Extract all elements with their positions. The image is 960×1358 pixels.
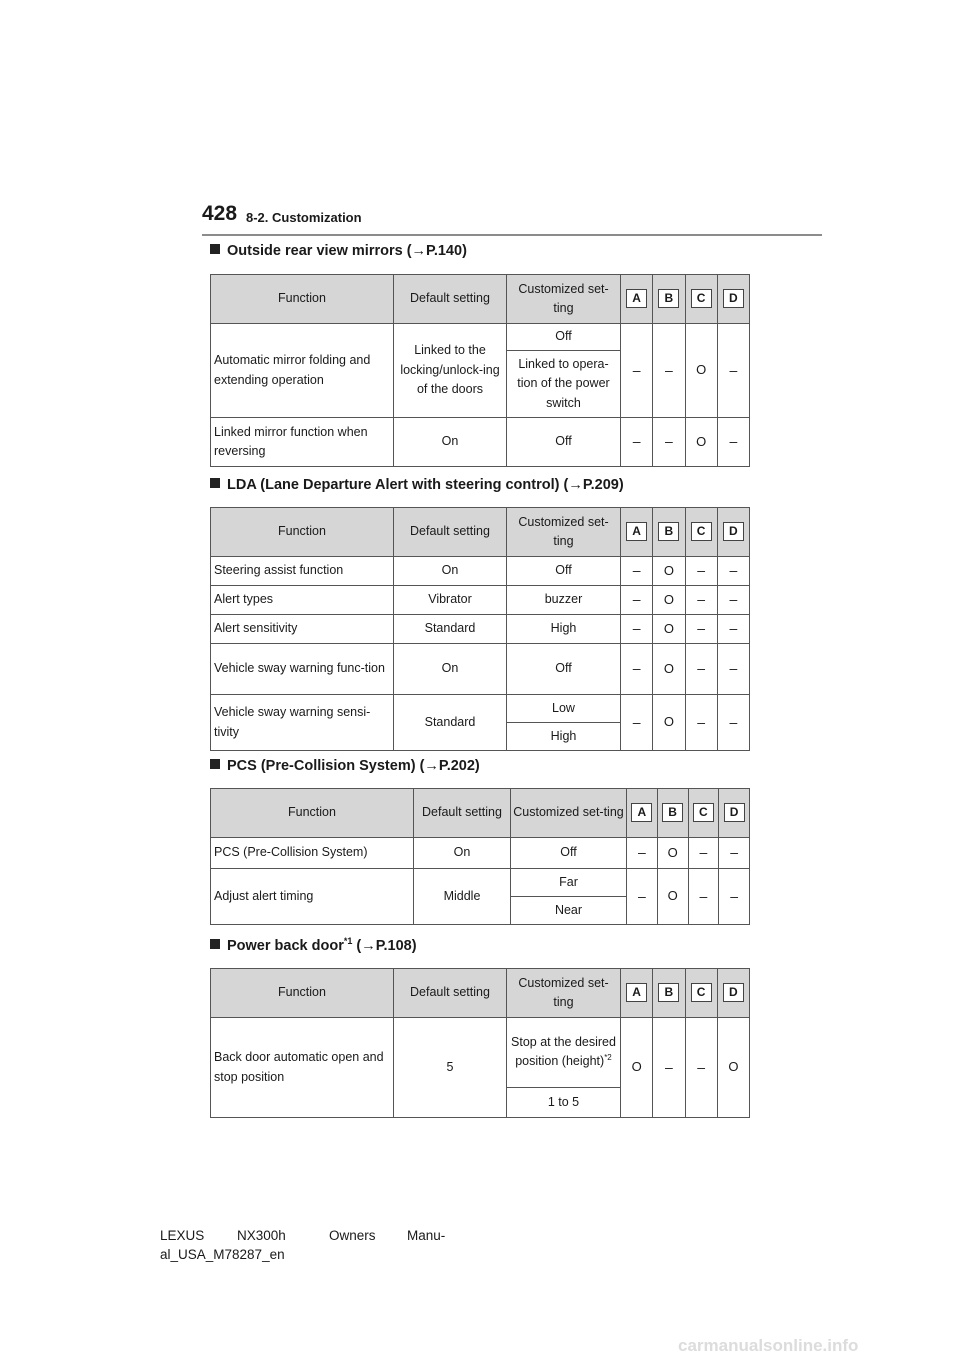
cell-mark: O xyxy=(653,615,685,644)
cell-mark: O xyxy=(685,324,717,418)
col-custom: Customized set-ting xyxy=(507,275,621,324)
table-lda xyxy=(210,507,750,751)
heading-pcs: PCS (Pre-Collision System) (→P.202) xyxy=(210,758,480,774)
cell-mark: – xyxy=(627,869,658,925)
cell-default: On xyxy=(394,418,507,467)
heading-lda: LDA (Lane Departure Alert with steering control) (→P.209) xyxy=(210,477,624,493)
section-title: 8-2. Customization xyxy=(246,210,362,225)
cell-default: Middle xyxy=(414,869,511,925)
heading-mirrors: Outside rear view mirrors (→P.140) xyxy=(210,243,467,259)
col-function: Function xyxy=(211,789,414,838)
cell-mark: – xyxy=(685,644,717,695)
page-header xyxy=(202,202,822,236)
cell-function: Vehicle sway warning sensi-tivity xyxy=(211,695,394,751)
bullet-square-icon xyxy=(210,939,220,949)
cell-mark: – xyxy=(685,586,717,615)
cell-mark: O xyxy=(653,557,685,586)
col-function: Function xyxy=(211,969,394,1018)
cell-mark: O xyxy=(685,418,717,467)
cell-mark: – xyxy=(653,324,685,418)
table-power-back-door xyxy=(210,968,750,1118)
cell-mark: – xyxy=(621,586,653,615)
cell-mark: – xyxy=(621,695,653,751)
col-d-badge: D xyxy=(723,983,744,1002)
cell-custom: Off xyxy=(507,644,621,695)
cell-mark: – xyxy=(621,615,653,644)
table-row xyxy=(211,695,750,723)
cell-mark: – xyxy=(717,615,749,644)
bullet-square-icon xyxy=(210,478,220,488)
cell-mark: O xyxy=(657,869,688,925)
table-row xyxy=(211,615,750,644)
cell-default: 5 xyxy=(394,1018,507,1118)
cell-mark: O xyxy=(621,1018,653,1118)
col-a-badge: A xyxy=(626,983,647,1002)
cell-custom: High xyxy=(507,723,621,751)
col-function: Function xyxy=(211,275,394,324)
table-pcs xyxy=(210,788,750,925)
table-row xyxy=(211,418,750,467)
cell-custom: Far xyxy=(511,869,627,897)
cell-function: PCS (Pre-Collision System) xyxy=(211,838,414,869)
cell-mark: – xyxy=(685,1018,717,1118)
col-b-badge: B xyxy=(658,289,679,308)
cell-default: Standard xyxy=(394,695,507,751)
cell-mark: – xyxy=(717,644,749,695)
cell-mark: – xyxy=(719,838,750,869)
cell-custom: buzzer xyxy=(507,586,621,615)
cell-mark: – xyxy=(621,324,653,418)
cell-mark: – xyxy=(688,838,719,869)
col-d-badge: D xyxy=(723,289,744,308)
cell-function: Linked mirror function when reversing xyxy=(211,418,394,467)
bullet-square-icon xyxy=(210,244,220,254)
cell-custom: 1 to 5 xyxy=(507,1088,621,1118)
cell-mark: O xyxy=(657,838,688,869)
col-d-badge: D xyxy=(724,803,745,822)
table-row xyxy=(211,644,750,695)
col-d-badge: D xyxy=(723,522,744,541)
col-a-badge: A xyxy=(626,522,647,541)
cell-function: Adjust alert timing xyxy=(211,869,414,925)
document-footer: LEXUS NX300h Owners Manu- al_USA_M78287_en xyxy=(160,1228,446,1262)
cell-mark: O xyxy=(653,644,685,695)
cell-function: Alert sensitivity xyxy=(211,615,394,644)
col-b-badge: B xyxy=(662,803,683,822)
cell-mark: – xyxy=(717,586,749,615)
col-default: Default setting xyxy=(394,275,507,324)
cell-function: Automatic mirror folding and extending operation xyxy=(211,324,394,418)
table-header-row xyxy=(211,789,750,838)
cell-custom: High xyxy=(507,615,621,644)
col-default: Default setting xyxy=(414,789,511,838)
col-default: Default setting xyxy=(394,969,507,1018)
col-c-badge: C xyxy=(691,289,712,308)
table-row xyxy=(211,869,750,897)
cell-mark: – xyxy=(685,557,717,586)
cell-mark: – xyxy=(621,557,653,586)
cell-custom: Off xyxy=(507,324,621,351)
cell-mark: – xyxy=(621,644,653,695)
col-b-badge: B xyxy=(658,522,679,541)
cell-mark: – xyxy=(688,869,719,925)
page-number: 428 xyxy=(202,202,238,225)
cell-custom: Stop at the desired position (height)$^{*2}$ xyxy=(507,1018,621,1088)
bullet-square-icon xyxy=(210,759,220,769)
watermark: carmanualsonline.info xyxy=(678,1336,859,1355)
cell-mark: – xyxy=(621,418,653,467)
col-default: Default setting xyxy=(394,508,507,557)
cell-mark: – xyxy=(717,695,749,751)
cell-default: Vibrator xyxy=(394,586,507,615)
cell-mark: – xyxy=(627,838,658,869)
cell-mark: – xyxy=(653,1018,685,1118)
table-row xyxy=(211,324,750,351)
col-function: Function xyxy=(211,508,394,557)
col-a-badge: A xyxy=(626,289,647,308)
cell-function: Vehicle sway warning func-tion xyxy=(211,644,394,695)
col-a-badge: A xyxy=(631,803,652,822)
cell-mark: O xyxy=(717,1018,749,1118)
table-header-row xyxy=(211,275,750,324)
cell-mark: – xyxy=(717,557,749,586)
col-c-badge: C xyxy=(693,803,714,822)
cell-function: Back door automatic open and stop position xyxy=(211,1018,394,1118)
col-custom: Customized set-ting xyxy=(507,508,621,557)
cell-custom: Off xyxy=(507,557,621,586)
table-row xyxy=(211,838,750,869)
col-b-badge: B xyxy=(658,983,679,1002)
cell-mark: – xyxy=(717,324,749,418)
col-custom: Customized set-ting xyxy=(507,969,621,1018)
cell-custom: Linked to opera-tion of the power switch xyxy=(507,351,621,418)
table-row xyxy=(211,1018,750,1088)
cell-default: Linked to the locking/unlock-ing of the doors xyxy=(394,324,507,418)
cell-default: On xyxy=(394,644,507,695)
cell-mark: – xyxy=(685,615,717,644)
cell-mark: – xyxy=(685,695,717,751)
table-mirrors xyxy=(210,274,750,467)
cell-custom: Near xyxy=(511,897,627,925)
cell-mark: – xyxy=(717,418,749,467)
cell-function: Alert types xyxy=(211,586,394,615)
table-header-row xyxy=(211,969,750,1018)
col-custom: Customized set-ting xyxy=(511,789,627,838)
cell-default: Standard xyxy=(394,615,507,644)
cell-mark: O xyxy=(653,586,685,615)
heading-power-back-door: Power back door$^{*1}$ (→P.108) xyxy=(210,936,417,954)
cell-custom: Off xyxy=(507,418,621,467)
cell-mark: – xyxy=(653,418,685,467)
table-row xyxy=(211,557,750,586)
cell-default: On xyxy=(414,838,511,869)
cell-custom: Off xyxy=(511,838,627,869)
col-c-badge: C xyxy=(691,983,712,1002)
cell-custom: Low xyxy=(507,695,621,723)
table-header-row xyxy=(211,508,750,557)
table-row xyxy=(211,586,750,615)
col-c-badge: C xyxy=(691,522,712,541)
cell-function: Steering assist function xyxy=(211,557,394,586)
cell-default: On xyxy=(394,557,507,586)
cell-mark: O xyxy=(653,695,685,751)
cell-mark: – xyxy=(719,869,750,925)
